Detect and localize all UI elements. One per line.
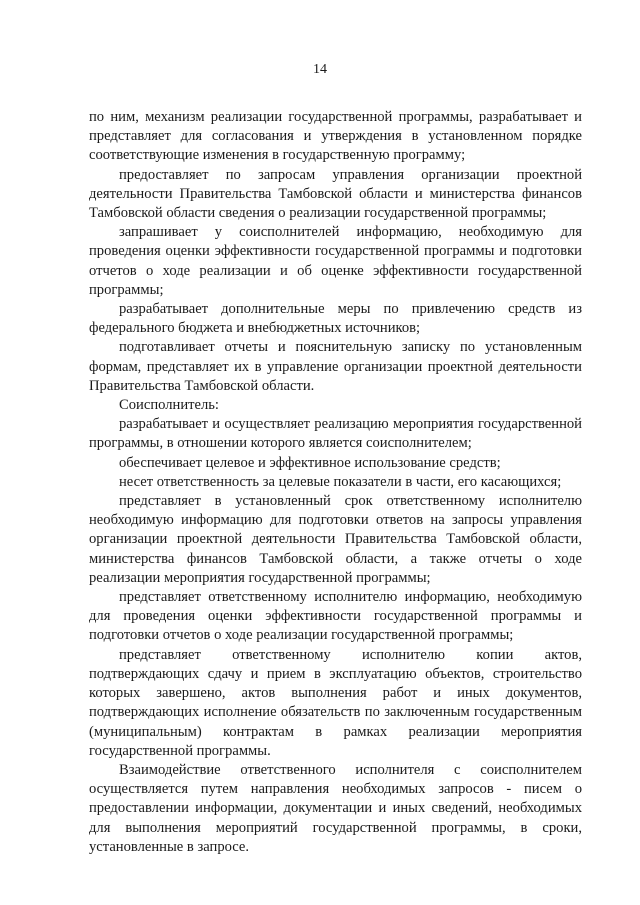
section-heading: Соисполнитель:: [119, 397, 219, 414]
paragraph: представляет ответственному исполнителю копии актов, подтверждающих сдачу и прием в эксплуатацию объектов, строительство которых завершено, актов выполнения работ и иных документов, подтверждающих исполнение обязательств по заключенным государственным (муниципальным) контрактам в рамках реализации мероприятия государственной программы.: [89, 646, 582, 759]
paragraph: подготавливает отчеты и пояснительную записку по установленным формам, представляет их в управление организации проектной деятельности Правительства Тамбовской области.: [89, 339, 582, 394]
document-body: [89, 108, 582, 857]
paragraph: запрашивает у соисполнителей информацию, необходимую для проведения оценки эффективности государственной программы и подготовки отчетов о ходе реализации и об оценке эффективности государственной программы;: [89, 224, 582, 298]
page-number: 14: [313, 62, 327, 77]
paragraph: разрабатывает дополнительные меры по привлечению средств из федерального бюджета и внебюджетных источников;: [89, 301, 582, 337]
paragraph: представляет ответственному исполнителю информацию, необходимую для проведения оценки эффективности государственной программы и подготовки отчетов о ходе реализации государственной программы;: [89, 589, 582, 644]
paragraph: несет ответственность за целевые показатели в части, его касающихся;: [119, 473, 562, 490]
paragraph: по ним, механизм реализации государственной программы, разрабатывает и представляет для согласования и утверждения в установленном порядке соответствующие изменения в государственную программу;: [89, 109, 582, 164]
paragraph: обеспечивает целевое и эффективное использование средств;: [119, 454, 501, 471]
paragraph: предоставляет по запросам управления организации проектной деятельности Правительства Тамбовской области и министерства финансов Тамбовской области сведения о реализации государственной программы;: [89, 166, 582, 222]
paragraph: представляет в установленный срок ответственному исполнителю необходимую информацию для подготовки ответов на запросы управления организации проектной деятельности Правительства Тамбовской области, министерства финансов Тамбовской области, а также отчеты о ходе реализации мероприятия государственной программы;: [89, 493, 582, 586]
paragraph: Взаимодействие ответственного исполнителя с соисполнителем осуществляется путем направления необходимых запросов - писем о предоставлении информации, документации и иных сведений, необходимых для выполнения мероприятий государственной программы, в сроки, установленные в запросе.: [89, 761, 582, 855]
paragraph: разрабатывает и осуществляет реализацию мероприятия государственной программы, в отношении которого является соисполнителем;: [89, 416, 582, 452]
